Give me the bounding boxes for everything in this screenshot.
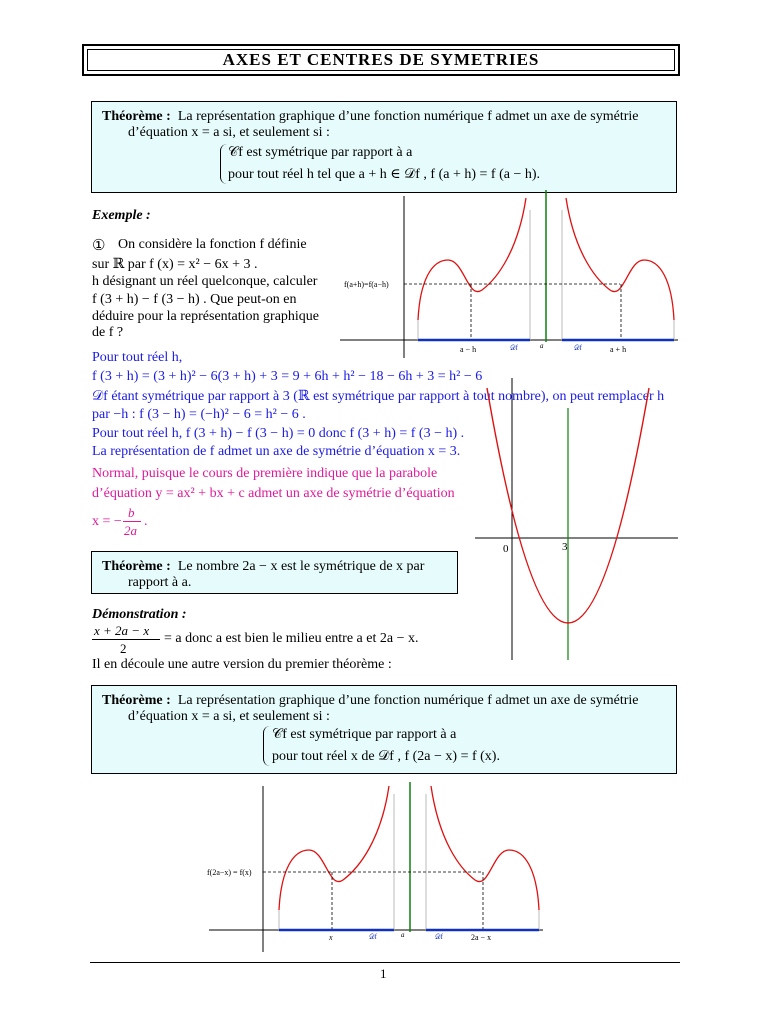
page-title: AXES ET CENTRES DE SYMETRIES: [87, 49, 675, 71]
fraction-numerator: b: [128, 505, 135, 520]
solution-text: 𝒟f étant symétrique par rapport à 3 (ℝ est symétrique par rapport à tout nombre), on peut remplacer h: [92, 389, 665, 404]
brace: [220, 144, 227, 184]
graph-symmetry-axis-2: [205, 782, 545, 954]
domain-label: 𝒟f: [435, 933, 443, 941]
theorem-box-3: [91, 685, 677, 774]
example-text: déduire pour la représentation graphique: [92, 309, 320, 324]
example-text: f (3 + h) − f (3 − h) . Que peut-on en: [92, 292, 297, 307]
theorem-box-2: [91, 551, 458, 594]
theorem-text: La représentation graphique d’une fonction numérique f admet un axe de symétrie: [177, 109, 639, 124]
fraction-bar: [123, 521, 141, 522]
example-text: de f ?: [92, 325, 124, 340]
theorem-condition: pour tout réel h tel que a + h ∈ 𝒟f , f (a + h) = f (a − h).: [228, 167, 541, 182]
domain-label: 𝒟f: [369, 933, 377, 941]
brace: [263, 726, 270, 766]
tick-label-three: 3: [562, 541, 568, 553]
note-text: .: [144, 514, 148, 529]
fraction-bar: [92, 639, 160, 640]
footer-rule: [90, 962, 680, 963]
solution-text: La représentation de f admet un axe de symétrie d’équation x = 3.: [92, 444, 461, 459]
domain-label: 𝒟f: [574, 344, 582, 352]
note-text: x = −: [92, 514, 122, 529]
theorem-text: Le nombre 2a − x est le symétrique de x par: [177, 559, 425, 574]
theorem-condition: 𝒞f est symétrique par rapport à a: [272, 727, 457, 742]
title-box: [82, 44, 680, 76]
theorem-condition: pour tout réel x de 𝒟f , f (2a − x) = f (x).: [272, 749, 500, 764]
theorem-label: Théorème :: [102, 109, 171, 124]
graph-symmetry-axis: [340, 190, 680, 360]
solution-text: par −h : f (3 − h) = (−h)² − 6 = h² − 6 .: [92, 407, 306, 422]
fraction-denominator: 2a: [124, 523, 137, 538]
theorem-box-1: [91, 101, 677, 193]
example-text: On considère la fonction f définie: [118, 237, 307, 252]
tick-label: a + h: [610, 345, 627, 354]
theorem-text: d’équation x = a si, et seulement si :: [128, 125, 330, 140]
page-number: 1: [380, 966, 387, 981]
graph-parabola: [475, 378, 680, 660]
tick-label: 2a − x: [471, 933, 492, 942]
theorem-text: La représentation graphique d’une fonction numérique f admet un axe de symétrie: [177, 693, 639, 708]
example-text: h désignant un réel quelconque, calculer: [92, 274, 318, 289]
tick-label: a: [540, 342, 544, 350]
note-text: d’équation y = ax² + bx + c admet un axe de symétrie d’équation: [92, 486, 455, 501]
demo-text: Il en découle une autre version du premier théorème :: [92, 657, 392, 672]
fraction-denominator: 2: [120, 641, 127, 656]
tick-label-zero: 0: [503, 543, 509, 555]
example-text: sur ℝ par f (x) = x² − 6x + 3 .: [92, 257, 258, 272]
demo-text: = a donc a est bien le milieu entre a et 2a − x.: [164, 631, 419, 646]
tick-label: a − h: [460, 345, 477, 354]
example-number: ①: [92, 238, 106, 254]
ylabel: f(2a−x) = f(x): [207, 868, 252, 877]
curve-left: [279, 786, 389, 910]
theorem-text: d’équation x = a si, et seulement si :: [128, 709, 330, 724]
example-heading: Exemple :: [92, 208, 151, 223]
solution-text: Pour tout réel h, f (3 + h) − f (3 − h) = 0 donc f (3 + h) = f (3 − h) .: [92, 426, 465, 441]
tick-label: a: [401, 931, 405, 939]
theorem-text: rapport à a.: [128, 575, 192, 590]
curve-right: [566, 198, 674, 320]
theorem-label: Théorème :: [102, 693, 171, 708]
solution-text: f (3 + h) = (3 + h)² − 6(3 + h) + 3 = 9 + 6h + h² − 18 − 6h + 3 = h² − 6: [92, 369, 483, 384]
tick-label: x: [329, 933, 333, 942]
curve-right: [431, 786, 539, 910]
domain-label: 𝒟f: [510, 344, 518, 352]
theorem-condition: 𝒞f est symétrique par rapport à a: [228, 145, 413, 160]
theorem-label: Théorème :: [102, 559, 171, 574]
curve-left: [418, 198, 526, 320]
fraction-numerator: x + 2a − x: [94, 623, 150, 638]
demo-heading: Démonstration :: [92, 607, 187, 622]
solution-text: Pour tout réel h,: [92, 350, 183, 365]
ylabel: f(a+h)=f(a−h): [344, 280, 389, 289]
note-text: Normal, puisque le cours de première indique que la parabole: [92, 466, 438, 481]
